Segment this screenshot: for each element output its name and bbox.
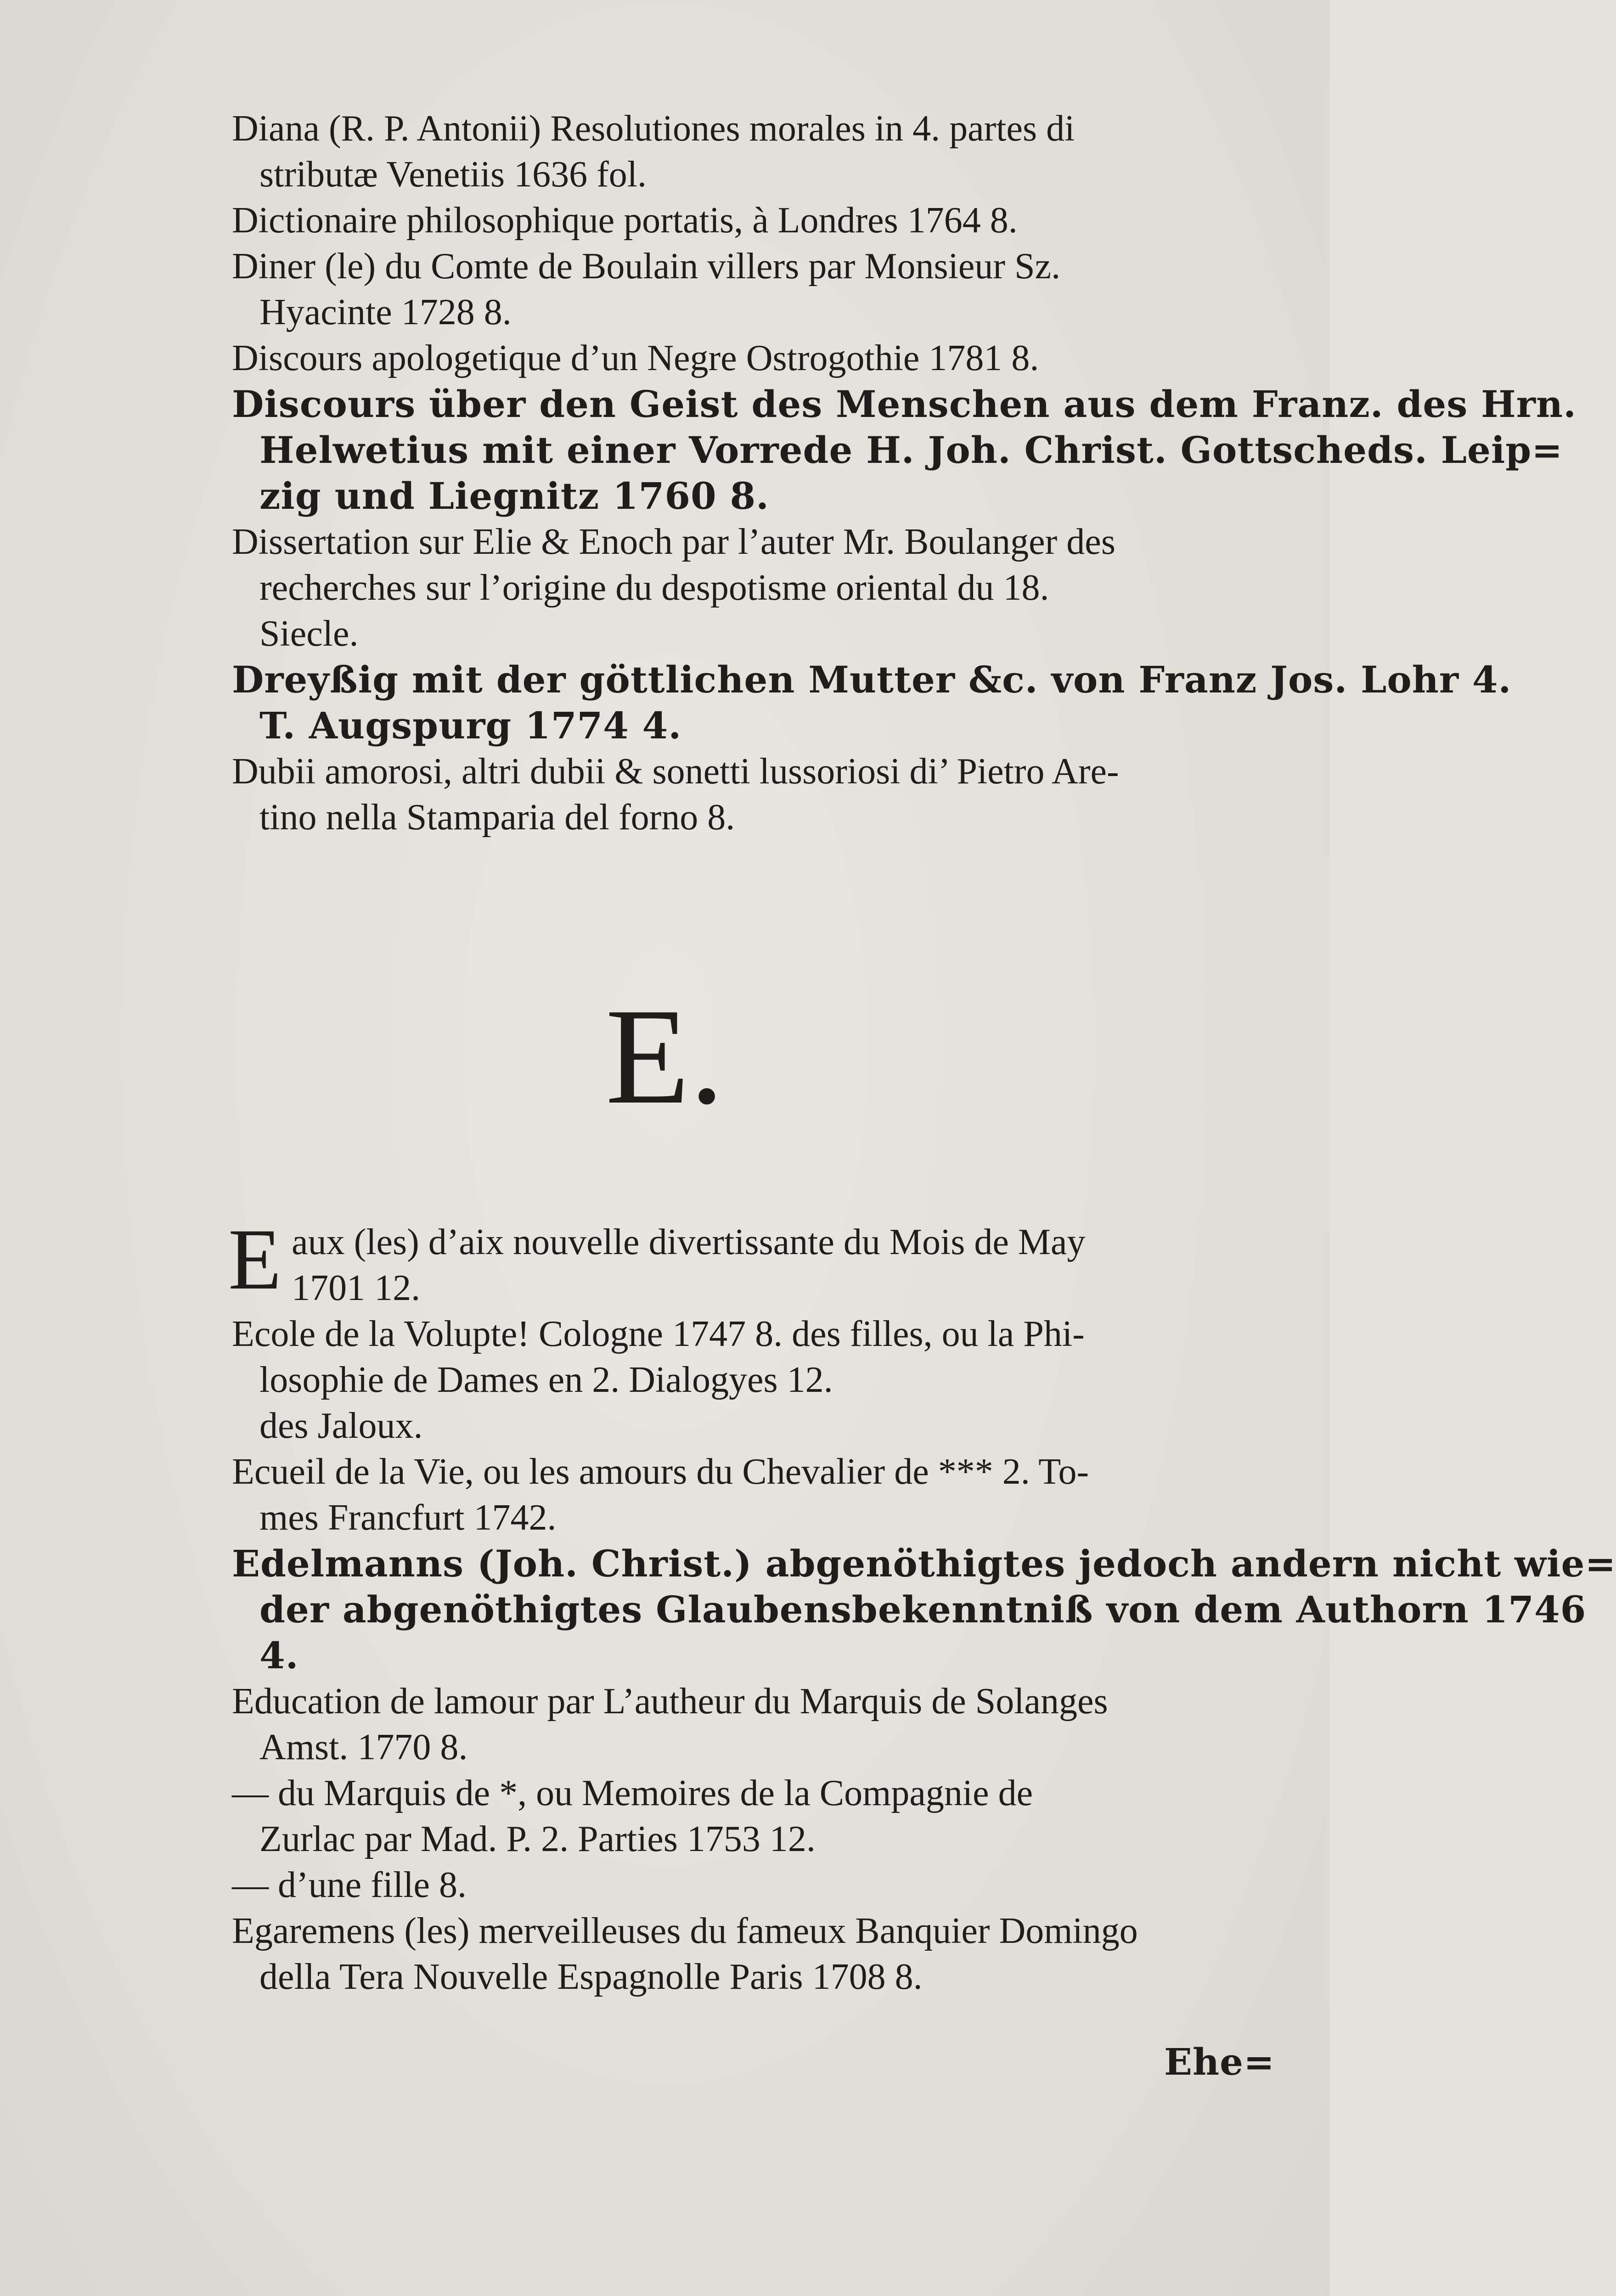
entry-ecole: Ecole de la Volupte! Cologne 1747 8. des filles, ou la Phi- losophie de Dames en 2. Dialogyes 12. <box>232 1314 1085 1400</box>
entry-du-marquis: — du Marquis de *, ou Memoires de la Compagnie de Zurlac par Mad. P. 2. Parties 1753 12. <box>232 1773 1033 1859</box>
entries-d-section <box>232 106 1577 840</box>
entry-des-jaloux: des Jaloux. <box>259 1406 423 1446</box>
entry-eaux: E aux (les) d’aix nouvelle divertissante du Mois de May 1701 12. <box>228 1211 1086 1308</box>
entry-discours-geist: Discours über den Geist des Menschen aus dem Franz. des Hrn. Helwetius mit einer Vorrede H. Joh. Christ. Gottscheds. Leip= zig und Liegnitz 1760 8. <box>232 383 1577 518</box>
dropcap: E <box>228 1211 282 1308</box>
entry-diana: Diana (R. P. Antonii) Resolutiones morales in 4. partes di stributæ Venetiis 1636 fol. <box>232 108 1075 195</box>
entry-egaremens: Egaremens (les) merveilleuses du fameux Banquier Domingo della Tera Nouvelle Espagnolle Paris 1708 8. <box>232 1911 1138 1997</box>
entry-discours-apologetique: Discours apologetique d’un Negre Ostrogothie 1781 8. <box>232 338 1039 378</box>
entry-edelmanns: Edelmanns (Joh. Christ.) abgenöthigtes jedoch andern nicht wie= der abgenöthigtes Glaubensbekenntniß von dem Authorn 1746 4. <box>232 1542 1616 1677</box>
entry-diner: Diner (le) du Comte de Boulain villers par Monsieur Sz. Hyacinte 1728 8. <box>232 246 1061 332</box>
entry-dictionaire: Dictionaire philosophique portatis, à Londres 1764 8. <box>232 200 1018 241</box>
entry-dubii: Dubii amorosi, altri dubii & sonetti lussoriosi di’ Pietro Are- tino nella Stamparia del forno 8. <box>232 751 1119 838</box>
entry-education: Education de lamour par L’autheur du Marquis de Solanges Amst. 1770 8. <box>232 1681 1108 1767</box>
entry-dissertation: Dissertation sur Elie & Enoch par l’auter Mr. Boulanger des recherches sur l’origine du despotisme oriental du 18. Siecle. <box>232 522 1115 654</box>
catchword: Ehe= <box>1164 2040 1275 2083</box>
entries-e-section <box>228 1211 1616 2000</box>
section-heading-e: E. <box>605 980 724 1132</box>
entry-dune-fille: — d’une fille 8. <box>232 1865 467 1905</box>
entry-ecueil: Ecueil de la Vie, ou les amours du Chevalier de *** 2. To- mes Francfurt 1742. <box>232 1452 1089 1538</box>
entry-dreyssig: Dreyßig mit der göttlichen Mutter &c. von Franz Jos. Lohr 4. T. Augspurg 1774 4. <box>232 658 1512 747</box>
